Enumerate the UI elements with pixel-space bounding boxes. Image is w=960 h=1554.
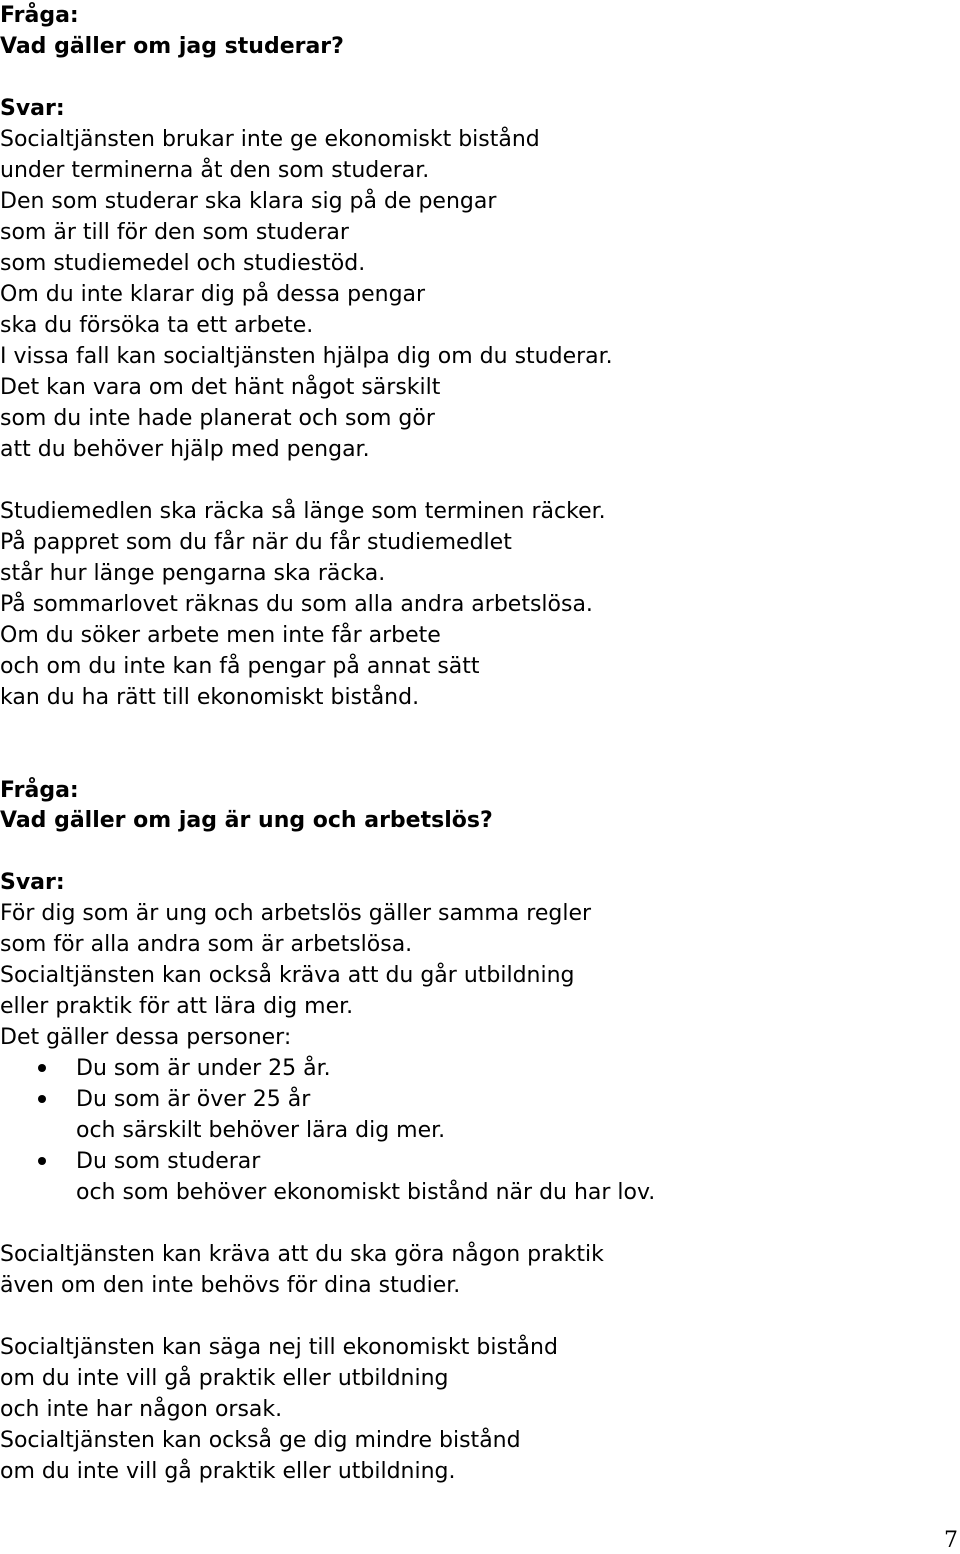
answer-line: som du inte hade planerat och som gör <box>0 406 435 431</box>
paragraph-line: om du inte vill gå praktik eller utbildning <box>0 1366 449 1391</box>
answer-line: Det kan vara om det hänt något särskilt <box>0 375 441 400</box>
question-heading: Vad gäller om jag studerar? <box>0 34 344 59</box>
answer-line: under terminerna åt den som studerar. <box>0 158 430 183</box>
bullet-icon <box>38 1095 46 1103</box>
answer-line: Socialtjänsten brukar inte ge ekonomiskt bistånd <box>0 127 540 152</box>
list-item: Du som är under 25 år. <box>76 1056 331 1081</box>
answer-label: Svar: <box>0 96 65 121</box>
answer-line: eller praktik för att lära dig mer. <box>0 994 354 1019</box>
list-item: Du som studerar <box>76 1149 261 1174</box>
paragraph-line: kan du ha rätt till ekonomiskt bistånd. <box>0 685 420 710</box>
question-label: Fråga: <box>0 3 79 28</box>
answer-label: Svar: <box>0 870 65 895</box>
paragraph-line: Om du söker arbete men inte får arbete <box>0 623 441 648</box>
answer-line: som för alla andra som är arbetslösa. <box>0 932 413 957</box>
list-item-continuation: och särskilt behöver lära dig mer. <box>76 1118 446 1143</box>
paragraph-line: Studiemedlen ska räcka så länge som terminen räcker. <box>0 499 606 524</box>
paragraph-line: På pappret som du får när du får studiemedlet <box>0 530 512 555</box>
paragraph-line: står hur länge pengarna ska räcka. <box>0 561 386 586</box>
answer-line: Det gäller dessa personer: <box>0 1025 292 1050</box>
answer-line: Den som studerar ska klara sig på de pengar <box>0 189 497 214</box>
question-label: Fråga: <box>0 778 79 803</box>
paragraph-line: om du inte vill gå praktik eller utbildning. <box>0 1459 456 1484</box>
page-number: 7 <box>944 1528 958 1553</box>
paragraph-line: och om du inte kan få pengar på annat sätt <box>0 654 480 679</box>
answer-line: att du behöver hjälp med pengar. <box>0 437 370 462</box>
list-item: Du som är över 25 år <box>76 1087 311 1112</box>
bullet-icon <box>38 1157 46 1165</box>
answer-line: I vissa fall kan socialtjänsten hjälpa dig om du studerar. <box>0 344 613 369</box>
paragraph-line: Socialtjänsten kan säga nej till ekonomiskt bistånd <box>0 1335 558 1360</box>
answer-line: Om du inte klarar dig på dessa pengar <box>0 282 426 307</box>
list-item-continuation: och som behöver ekonomiskt bistånd när du har lov. <box>76 1180 656 1205</box>
paragraph-line: Socialtjänsten kan också ge dig mindre bistånd <box>0 1428 521 1453</box>
paragraph-line: och inte har någon orsak. <box>0 1397 283 1422</box>
answer-line: som är till för den som studerar <box>0 220 349 245</box>
answer-line: ska du försöka ta ett arbete. <box>0 313 314 338</box>
bullet-icon <box>38 1064 46 1072</box>
question-heading: Vad gäller om jag är ung och arbetslös? <box>0 808 493 833</box>
answer-line: För dig som är ung och arbetslös gäller samma regler <box>0 901 592 926</box>
paragraph-line: På sommarlovet räknas du som alla andra arbetslösa. <box>0 592 593 617</box>
answer-line: Socialtjänsten kan också kräva att du går utbildning <box>0 963 575 988</box>
paragraph-line: Socialtjänsten kan kräva att du ska göra någon praktik <box>0 1242 604 1267</box>
answer-line: som studiemedel och studiestöd. <box>0 251 366 276</box>
paragraph-line: även om den inte behövs för dina studier. <box>0 1273 461 1298</box>
